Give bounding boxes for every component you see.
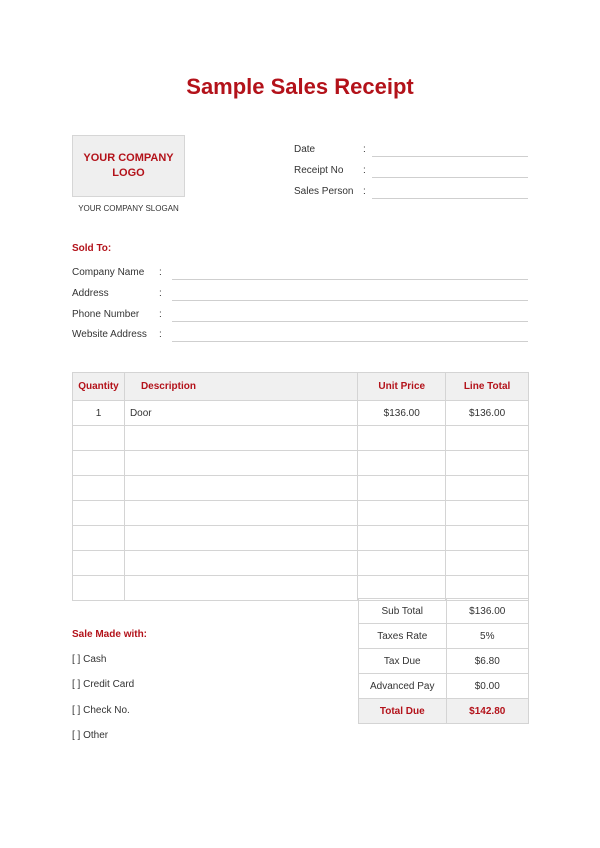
table-row	[73, 551, 529, 576]
items-header-row	[73, 373, 529, 401]
logo-text-2: LOGO	[112, 167, 145, 179]
sales-person-field[interactable]	[372, 198, 528, 199]
sold-to-heading: Sold To:	[72, 243, 112, 254]
totals-row	[359, 624, 529, 649]
table-row	[73, 451, 529, 476]
quantity-cell[interactable]	[73, 551, 125, 576]
payment-option-credit-card[interactable]: [ ] Credit Card	[72, 679, 135, 690]
table-row	[73, 426, 529, 451]
description-cell[interactable]	[124, 476, 357, 501]
unit-price-cell[interactable]: $136.00	[358, 401, 446, 426]
phone-number-field[interactable]	[172, 321, 528, 322]
receipt-no-field[interactable]	[372, 177, 528, 178]
date-field[interactable]	[372, 156, 528, 157]
line-total-cell[interactable]	[446, 501, 529, 526]
sales-person-label: Sales Person	[294, 186, 354, 197]
quantity-cell[interactable]	[73, 576, 125, 601]
quantity-cell[interactable]	[73, 501, 125, 526]
payment-option-check[interactable]: [ ] Check No.	[72, 705, 130, 716]
website-address-label: Website Address	[72, 329, 147, 340]
quantity-cell[interactable]	[73, 476, 125, 501]
totals-row	[359, 674, 529, 699]
phone-number-label: Phone Number	[72, 309, 140, 320]
description-cell[interactable]	[124, 426, 357, 451]
unit-price-cell[interactable]	[358, 476, 446, 501]
totals-label: Tax Due	[359, 649, 447, 674]
line-total-cell[interactable]	[446, 476, 529, 501]
totals-row	[359, 599, 529, 624]
colon: :	[363, 144, 366, 155]
table-row	[73, 476, 529, 501]
colon: :	[159, 309, 162, 320]
unit-price-cell[interactable]	[358, 426, 446, 451]
logo-text-1: YOUR COMPANY	[83, 152, 174, 164]
page-title: Sample Sales Receipt	[186, 74, 414, 99]
unit-price-cell[interactable]	[358, 501, 446, 526]
table-row	[73, 576, 529, 601]
company-name-label: Company Name	[72, 267, 145, 278]
line-total-cell[interactable]	[446, 451, 529, 476]
sale-made-with-heading: Sale Made with:	[72, 629, 148, 640]
company-name-field[interactable]	[172, 279, 528, 280]
table-row	[73, 501, 529, 526]
items-table	[72, 372, 529, 601]
totals-label: Sub Total	[359, 599, 447, 624]
payment-option-other[interactable]: [ ] Other	[72, 730, 109, 741]
quantity-cell[interactable]	[73, 526, 125, 551]
colon: :	[159, 329, 162, 340]
company-slogan: YOUR COMPANY SLOGAN	[78, 204, 179, 213]
header-unit-price: Unit Price	[358, 373, 446, 401]
line-total-cell[interactable]	[446, 426, 529, 451]
unit-price-cell[interactable]	[358, 551, 446, 576]
colon: :	[363, 186, 366, 197]
receipt-no-label: Receipt No	[294, 165, 344, 176]
table-row	[73, 526, 529, 551]
header-line-total: Line Total	[446, 373, 529, 401]
address-field[interactable]	[172, 300, 528, 301]
totals-value: $6.80	[446, 649, 528, 674]
totals-label: Advanced Pay	[359, 674, 447, 699]
description-cell[interactable]	[124, 501, 357, 526]
website-address-field[interactable]	[172, 341, 528, 342]
unit-price-cell[interactable]	[358, 451, 446, 476]
unit-price-cell[interactable]	[358, 576, 446, 601]
description-cell[interactable]	[124, 576, 357, 601]
quantity-cell[interactable]: 1	[73, 401, 125, 426]
totals-value: $136.00	[446, 599, 528, 624]
description-cell[interactable]	[124, 551, 357, 576]
company-logo-placeholder	[72, 135, 185, 197]
date-label: Date	[294, 144, 316, 155]
totals-row	[359, 699, 529, 724]
header-quantity: Quantity	[73, 373, 125, 401]
description-cell[interactable]: Door	[124, 401, 357, 426]
quantity-cell[interactable]	[73, 426, 125, 451]
line-total-cell[interactable]	[446, 526, 529, 551]
unit-price-cell[interactable]	[358, 526, 446, 551]
table-row	[73, 401, 529, 426]
totals-value: 5%	[446, 624, 528, 649]
header-description: Description	[124, 373, 357, 401]
totals-label: Taxes Rate	[359, 624, 447, 649]
payment-option-cash[interactable]: [ ] Cash	[72, 654, 107, 665]
description-cell[interactable]	[124, 526, 357, 551]
line-total-cell[interactable]	[446, 576, 529, 601]
colon: :	[159, 288, 162, 299]
totals-value: $142.80	[446, 699, 528, 724]
line-total-cell[interactable]: $136.00	[446, 401, 529, 426]
totals-table	[358, 598, 529, 724]
description-cell[interactable]	[124, 451, 357, 476]
address-label: Address	[72, 288, 109, 299]
totals-label: Total Due	[359, 699, 447, 724]
totals-value: $0.00	[446, 674, 528, 699]
quantity-cell[interactable]	[73, 451, 125, 476]
colon: :	[363, 165, 366, 176]
totals-row	[359, 649, 529, 674]
line-total-cell[interactable]	[446, 551, 529, 576]
colon: :	[159, 267, 162, 278]
